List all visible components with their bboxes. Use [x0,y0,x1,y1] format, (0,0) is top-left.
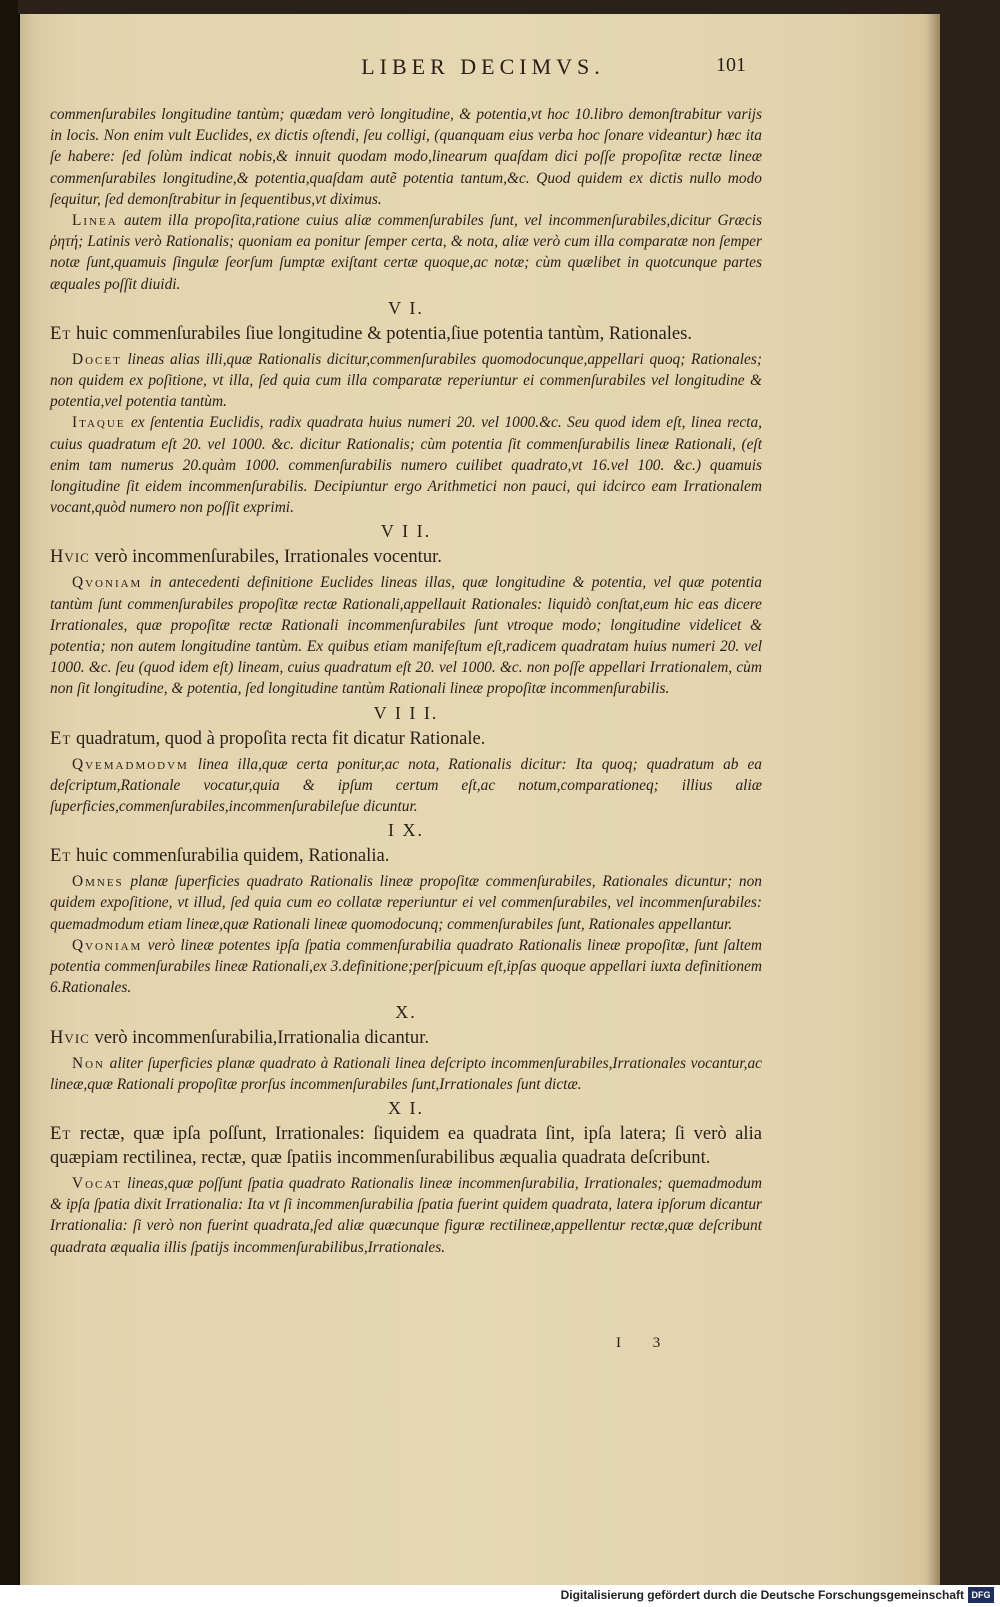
paragraph-body: commenſurabiles longitudine tantùm; quædam verò longitudine, & potentia,vt hoc 10.libro demonſtrabitur varijs in locis. Non enim vult Euclides, ex dictis oſtendi, ſeu colligi, (quanquam eius verba hoc ſonare videantur) hæc ita ſe habere: ſed ſolùm indicat nobis,& innuit quodam modo,linearum quaſdam dici poſſe propoſitæ rectæ lineæ commenſurabiles longitudine,& potentia,quaſdam autẽ potentia tantum,&c. Quod quidem ex dictis nullo modo ſequitur, ſed demonſtrabitur in ſequentibus,vt diximus. [50,106,762,208]
text-body [50,104,762,1258]
commentary-paragraph [50,754,762,818]
definition-text [50,322,762,346]
definition-text [50,727,762,751]
definition-body: rectæ, quæ ipſa poſſunt, Irrationales: ſiquidem ea quadrata ſint, ipſa latera; ſi verò alia quæpiam rectilinea, rectæ, quæ ſpatiis incommenſurabilibus æqualia quadrata deſcribunt. [50,1122,762,1168]
definition-number: I X. [388,820,424,841]
paragraph-lead-word: Qvoniam [72,936,143,954]
commentary-paragraph [50,1053,762,1095]
commentary-paragraph [50,572,762,699]
commentary-paragraph [50,104,762,210]
running-head: LIBER DECIMVS. [361,54,605,79]
page-number: 101 [716,54,746,76]
definition-number: V I. [388,297,424,318]
definition-number: X. [395,1001,417,1022]
definition-body: verò incommenſurabilia,Irrationalia dicantur. [89,1026,430,1048]
commentary-paragraph [50,412,762,518]
paragraph-lead-word: Non [72,1054,106,1072]
paragraph-lead-word: Qvoniam [72,574,143,592]
dfg-logo: DFG [968,1587,994,1603]
definition-number: X I. [388,1097,424,1118]
paragraph-body: lineas alias illi,quæ Rationalis dicitur,commenſurabiles quomodocunque,appellari quoq; Rationales; non quidem ex poſitione, vt illa, ſed quia cum illa comparatæ reperiuntur ei commenſurabiles vel longitudine & potentia,vel potentia tantùm. [50,350,762,411]
definition-body: huic commenſurabilia quidem, Rationalia. [71,845,390,867]
page-gutter-edge [18,14,20,1585]
definition-number: V I I I. [373,702,439,723]
paragraph-body: in antecedenti definitione Euclides lineas illas, quæ longitudine & potentia, vel quæ potentia tantùm ſunt commenſurabiles propoſitæ rectæ Rationali,appellauit Rationales: liquidò conſtat,eum hic eas dicere Irrationales, quæ propoſitæ rectæ Rationali incommenſurabiles ſunt vtroque modo; longitudine videlicet & potentia; non autem longitudine tantùm. Ex quibus etiam manifeſtum eſt,radicem quadratam huius numeri 20. vel 1000. &c. ſeu (quod idem eſt) lineam, cuius quadratum eſt 20. vel 1000. &c. non poſſe appellari Irrationalem, cùm non ſit longitudine, & potentia, ſed longitudine tantùm Rationali lineæ propoſitæ incommenſurabilis. [50,574,762,698]
definition-lead-word: Et [50,1122,72,1144]
commentary-paragraph [50,349,762,413]
paragraph-body: aliter ſuperficies planæ quadrato à Rationali linea deſcripto incommenſurabiles,Irrationales vocantur,ac lineæ,quæ Rationali propoſitæ prorſus incommenſurabiles ſunt,Irrationales ſunt dictæ. [50,1054,762,1093]
paragraph-lead-word: Vocat [72,1174,122,1192]
paragraph-body: planæ ſuperficies quadrato Rationalis lineæ propoſitæ commenſurabiles, Rationales dicuntur; non quidem expoſitione, vt illud, ſed quia cum eo collatæ reperiuntur ei vel commenſurabiles, vel incommenſurabiles: quemadmodum etiam lineæ,quæ Rationali lineæ quomodocunq; commenſurabiles ſunt, Rationales appellantur. [50,873,762,933]
commentary-paragraph [50,871,762,935]
printer-signature: I 3 [616,1335,675,1351]
definition-lead-word: Et [50,727,72,749]
definition-text [50,545,762,569]
definition-lead-word: Hvic [50,1026,90,1048]
definition-lead-word: Et [50,845,72,867]
definition-lead-word: Et [50,322,72,344]
paragraph-body: autem illa propoſita,ratione cuius aliæ commenſurabiles ſunt, vel incommenſurabiles,dicitur Græcis ῥητή; Latinis verò Rationalis; quoniam ea ponitur ſemper certa, & nota, aliæ verò cum illa comparatæ non ſemper notæ ſunt,quamuis ſingulæ ſeorſum ſumptæ exiſtant certæ quoque,ac notæ; cùm quælibet in quotcunque partes æquales poſſit diuidi. [50,212,762,293]
paragraph-lead-word: Omnes [72,873,124,891]
commentary-paragraph [50,210,762,295]
definition-lead-word: Hvic [50,546,90,568]
paragraph-body: lineas,quæ poſſunt ſpatia quadrato Rationalis lineæ incommenſurabilia, Irrationales; quemadmodum & ipſa ſpatia dixit Irrationalia: Ita vt ſi incommenſurabilia ſpatia fuerint quidem quadrata, latera ipſorum dicantur Irrationalia: ſi verò non fuerint quadrata,ſed aliæ quæcunque figuræ rectilineæ,appellentur rectæ,quæ deſcribunt quadrata æqualia illis ſpatijs incommenſurabilibus,Irrationales. [50,1174,762,1256]
paragraph-lead-word: Qvemadmodvm [72,755,189,773]
definition-text [50,844,762,868]
paragraph-lead-word: Docet [72,350,122,368]
paragraph-lead-word: Linea [72,212,118,230]
paragraph-body: linea illa,quæ certa ponitur,ac nota, Rationalis dicitur: Ita quoq; quadratum ab ea deſcriptum,Rationale vocatur,quia & ipſum certum eſt,ac notum,comparationeq; illius aliæ ſuperficies,commenſurabiles,incommenſurabileſue dicuntur. [50,755,762,816]
paragraph-body: ex ſententia Euclidis, radix quadrata huius numeri 20. vel 1000.&c. Seu quod idem eſt, linea recta, cuius quadratum eſt 20. vel 1000. &c. dicitur Rationalis; cùm potentia ſit commenſurabilis lineæ Rationali, (eſt enim tam numerus 20.quàm 1000. commenſurabilis numero cuilibet quadrato,vt 16.vel 100. &c.) quamuis longitudine ſit eidem incommenſurabilis. Decipiuntur ergo Arithmetici non pauci, qui idcirco eam Irrationalem vocant,quòd numero non poſſit exprimi. [50,414,762,517]
footer-bar [0,1585,1000,1607]
paragraph-body: verò lineæ potentes ipſa ſpatia commenſurabilia quadrato Rationalis lineæ propoſitæ, ſunt ſaltem potentia commenſurabiles lineæ Rationali,ex 3.definitione;perſpicuum eſt,ipſas quoque appellari iuxta definitionem 6.Rationales. [50,936,762,997]
definition-number: V I I. [380,521,432,542]
definition-text [50,1122,762,1170]
commentary-paragraph [50,1173,762,1258]
funding-credit: Digitalisierung gefördert durch die Deutsche Forschungsgemeinschaft [560,1588,964,1602]
definition-body: verò incommenſurabiles, Irrationales vocentur. [89,546,442,568]
definition-text [50,1026,762,1050]
paragraph-lead-word: Itaque [72,414,126,432]
definition-body: quadratum, quod à propoſita recta fit dicatur Rationale. [71,727,486,749]
commentary-paragraph [50,935,762,999]
definition-body: huic commenſurabiles ſiue longitudine & potentia,ſiue potentia tantùm, Rationales. [71,322,692,344]
